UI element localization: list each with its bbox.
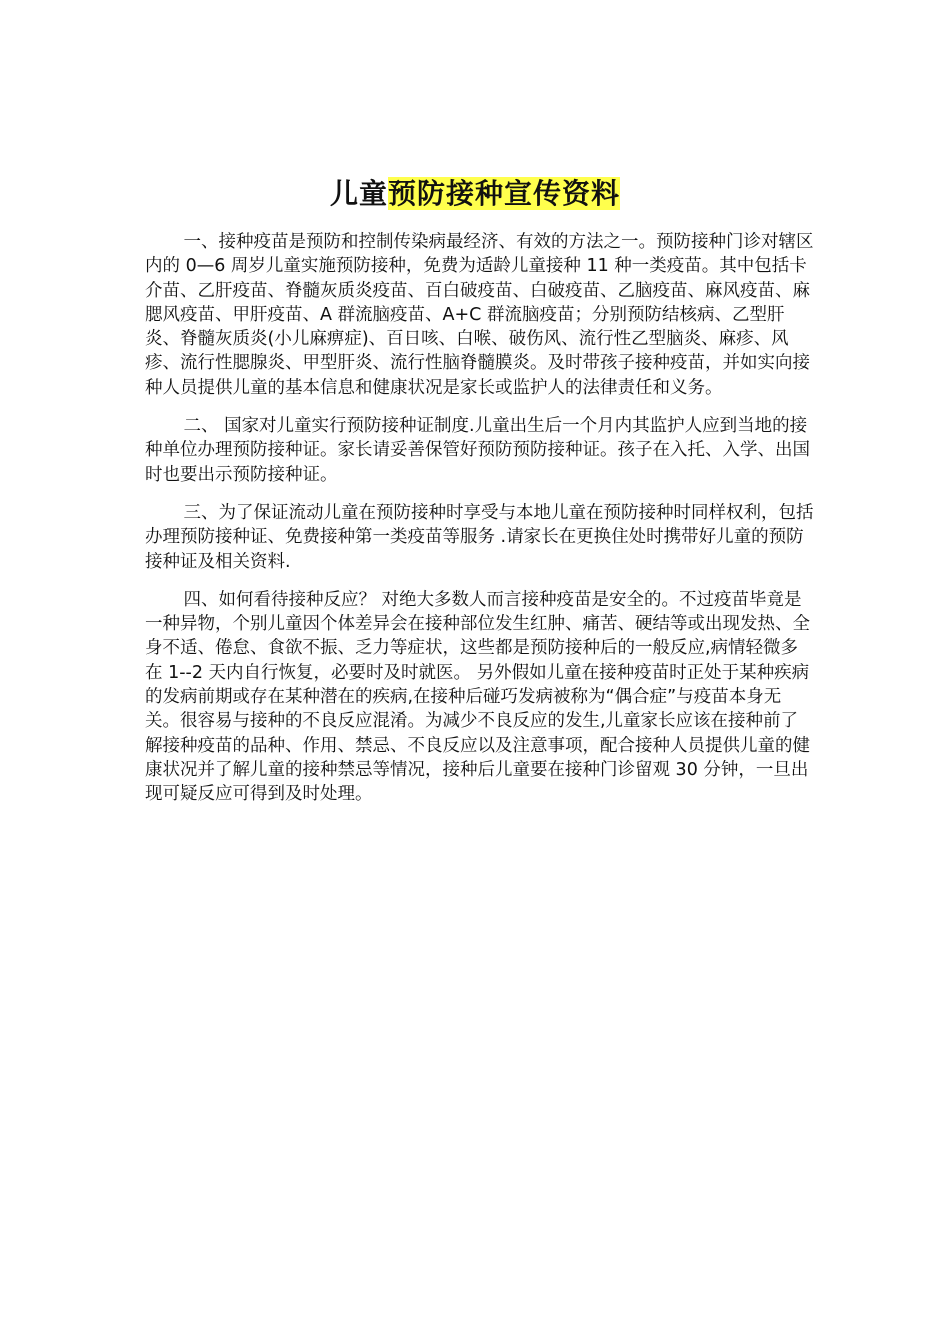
paragraph-2: 二、 国家对儿童实行预防接种证制度.儿童出生后一个月内其监护人应到当地的接种单位办理预防接种证。家长请妥善保管好预防预防接种证。孩子在入托、入学、出国时也要出示预防接种证。 — [145, 416, 810, 485]
paragraph-1: 一、接种疫苗是预防和控制传染病最经济、有效的方法之一。预防接种门诊对辖区内的 0—6 周岁儿童实施预防接种，免费为适龄儿童接种 11 种一类疫苗。其中包括卡介苗、乙肝疫苗、脊髓灰质炎疫苗、百白破疫苗、白破疫苗、乙脑疫苗、麻风疫苗、麻腮风疫苗、甲肝疫苗、A 群流脑疫苗、A+C 群流脑疫苗；分别预防结核病、乙型肝炎、脊髓灰质炎(小儿麻痹症)、百日咳、白喉、破伤风、流行性乙型脑炎、麻疹、风疹、流行性腮腺炎、甲型肝炎、流行性脑脊髓膜炎。及时带孩子接种疫苗，并如实向接种人员提供儿童的基本信息和健康状况是家长或监护人的法律责任和义务。 — [145, 232, 814, 398]
document-body — [145, 230, 815, 821]
paragraph-3: 三、为了保证流动儿童在预防接种时享受与本地儿童在预防接种时同样权利，包括办理预防接种证、免费接种第一类疫苗等服务 .请家长在更换住处时携带好儿童的预防接种证及相关资料. — [145, 502, 814, 572]
title-plain: 儿童 — [329, 177, 388, 210]
title-highlighted: 预防接种宣传资料 — [388, 177, 621, 210]
document-title — [0, 174, 950, 214]
paragraph-4: 四、如何看待接种反应？ 对绝大多数人而言接种疫苗是安全的。不过疫苗毕竟是一种异物，个别儿童因个体差异会在接种部位发生红肿、痛苦、硬结等或出现发热、全身不适、倦怠、食欲不振、乏力等症状，这些都是预防接种后的一般反应,病情轻微多在 1--2 天内自行恢复，必要时及时就医。 另外假如儿童在接种疫苗时正处于某种疾病的发病前期或存在某种潜在的疾病,在接种后碰巧发病被称为“偶合症”与疫苗本身无关。很容易与接种的不良反应混淆。为减少不良反应的发生,儿童家长应该在接种前了解接种疫苗的品种、作用、禁忌、不良反应以及注意事项，配合接种人员提供儿童的健康状况并了解儿童的接种禁忌等情况，接种后儿童要在接种门诊留观 30 分钟，一旦出现可疑反应可得到及时处理。 — [145, 589, 810, 805]
